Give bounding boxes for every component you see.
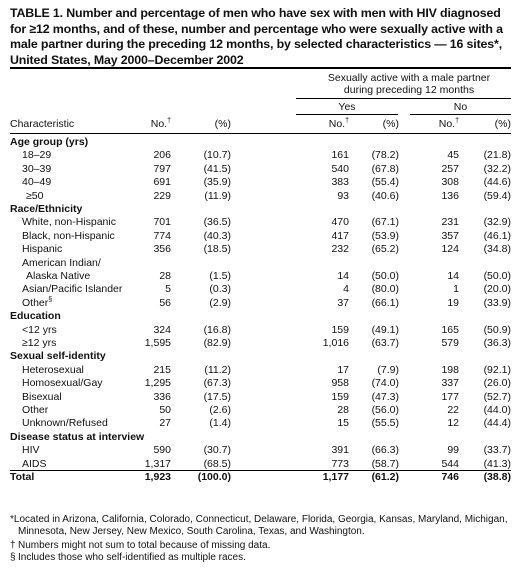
no-n-cell: 177: [441, 390, 459, 403]
yes-pct-cell: (53.9): [371, 229, 399, 242]
yes-n-cell: 470: [331, 216, 349, 229]
total-pct-cell: (82.9): [203, 337, 231, 349]
no-n-cell: 22: [447, 404, 459, 416]
yes-pct-cell: (67.8): [371, 162, 399, 175]
section-label: Education: [10, 310, 61, 323]
no-n-cell: 357: [441, 229, 459, 242]
table-row: [10, 283, 511, 296]
total-n-cell: 28: [159, 270, 171, 282]
total-pct-cell: (30.7): [203, 444, 231, 457]
yes-pct-cell: (74.0): [371, 377, 399, 390]
no-n-cell: 579: [441, 337, 459, 349]
row-label: <12 yrs: [22, 323, 57, 336]
total-pct-cell: (17.5): [203, 390, 231, 403]
total-n-cell: 229: [153, 189, 171, 202]
yes-pct-cell: (56.0): [371, 404, 399, 416]
row-label: Asian/Pacific Islander: [22, 283, 123, 296]
no-rule: [410, 114, 511, 115]
no-pct-cell: (44.4): [483, 417, 511, 430]
table-row: [10, 176, 511, 189]
no-n-cell: 746: [441, 471, 459, 483]
section-label: Sexual self-identity: [10, 350, 106, 363]
yes-pct-cell: (66.1): [371, 296, 399, 309]
yes-n-cell: 17: [337, 363, 349, 376]
total-pct-cell: (41.5): [203, 162, 231, 175]
table-row: [10, 190, 511, 203]
row-label: Bisexual: [22, 390, 62, 403]
yes-n-cell: 232: [331, 243, 349, 256]
footnote-dagger-text: Numbers might not sum to total because of missing data.: [18, 540, 271, 551]
no-pct-cell: (32.9): [483, 216, 511, 229]
row-label: American Indian/: [22, 256, 101, 269]
table-row: [10, 243, 511, 256]
no-pct-cell: (41.3): [483, 457, 511, 470]
yes-n-cell: 28: [337, 404, 349, 416]
table-row: [10, 377, 511, 390]
yes-header: Yes: [338, 101, 356, 113]
row-label: Unknown/Refused: [22, 417, 108, 430]
total-pct-cell: (11.9): [204, 189, 231, 202]
row-label: 40–49: [22, 176, 52, 189]
total-n-cell: 1,317: [144, 457, 171, 470]
footnote-section-text: Includes those who self-identified as multiple races.: [18, 552, 246, 563]
no-n-cell: 19: [447, 296, 459, 309]
total-n-cell: 206: [153, 149, 171, 162]
table-row: [10, 417, 511, 430]
row-label: Hispanic: [22, 243, 63, 256]
yes-pct-cell: (50.0): [371, 270, 399, 282]
no-n-cell: 1: [453, 283, 459, 296]
table-row: [10, 163, 511, 176]
total-n-cell: 774: [153, 229, 171, 242]
yes-pct-cell: (58.7): [371, 457, 399, 470]
table-row: [10, 458, 511, 471]
no-pct-header: (%): [494, 118, 511, 130]
table-row: [10, 391, 511, 404]
no-pct-cell: (52.7): [483, 390, 511, 403]
yes-pct-cell: (80.0): [371, 283, 399, 296]
table-row: [10, 149, 511, 162]
row-label: AIDS: [22, 457, 47, 470]
row-label: Heterosexual: [22, 363, 84, 376]
total-pct-cell: (16.8): [203, 323, 231, 336]
no-n-cell: 124: [441, 243, 459, 256]
no-n-cell: 45: [447, 149, 459, 162]
row-label: Other§: [22, 296, 53, 309]
total-pct-cell: (35.9): [203, 176, 231, 189]
total-pct-cell: (2.6): [209, 404, 231, 416]
row-label: 30–39: [22, 162, 52, 175]
yes-pct-cell: (61.2): [371, 471, 399, 483]
no-n-cell: 14: [447, 270, 459, 282]
group-header-line1: Sexually active with a male partner: [327, 72, 491, 84]
footnote-star-text: Located in Arizona, California, Colorado, Connecticut, Delaware, Florida, Georgia, Kansas, Maryland, Michigan, Minnesota, New Jersey, New Mexico, South Carolina, Texas, and Washington.: [13, 514, 508, 538]
section-label: Age group (yrs): [10, 136, 89, 148]
no-pct-cell: (38.8): [483, 471, 511, 483]
footnote-missing: [10, 540, 514, 552]
yes-n-cell: 391: [331, 444, 349, 457]
total-n-header: No.†: [150, 117, 171, 130]
table-row: [10, 444, 511, 457]
table-row: [10, 404, 511, 417]
bottom-rule: [10, 470, 511, 471]
total-n-cell: 56: [159, 296, 171, 309]
footnote-sites: [10, 514, 514, 538]
footnote-dagger-mark: †: [10, 540, 16, 551]
table-row: [10, 230, 511, 243]
total-n-cell: 27: [159, 417, 171, 430]
section-header-row: [10, 431, 511, 444]
total-n-cell: 701: [153, 216, 171, 229]
section-header-row: [10, 136, 511, 149]
yes-pct-cell: (63.7): [371, 337, 399, 349]
no-n-cell: 308: [441, 176, 459, 189]
total-pct-header: (%): [214, 118, 231, 130]
no-n-cell: 165: [441, 323, 459, 336]
no-pct-cell: (36.3): [483, 337, 511, 349]
row-label: Other: [22, 404, 49, 416]
row-label: 18–29: [22, 149, 52, 162]
no-pct-cell: (46.1): [483, 229, 511, 242]
no-n-cell: 257: [441, 162, 459, 175]
total-n-cell: 356: [153, 243, 171, 256]
no-pct-cell: (34.8): [483, 243, 511, 256]
table-row: [10, 257, 511, 270]
no-header: No: [453, 101, 468, 113]
no-pct-cell: (33.9): [483, 296, 511, 309]
no-pct-cell: (20.0): [483, 283, 511, 296]
no-pct-cell: (50.0): [483, 270, 511, 282]
total-n-cell: 215: [153, 363, 171, 376]
yes-n-cell: 417: [331, 229, 349, 242]
no-pct-cell: (59.4): [483, 189, 511, 202]
total-row: [10, 471, 511, 484]
characteristic-header: Characteristic: [10, 118, 75, 130]
yes-n-cell: 1,016: [322, 337, 349, 349]
footnote-star-mark: *: [10, 514, 14, 525]
total-pct-cell: (36.5): [203, 216, 231, 229]
yes-pct-header: (%): [382, 118, 399, 130]
no-n-cell: 198: [441, 363, 459, 376]
row-label: Alaska Native: [26, 270, 91, 282]
table-row: [10, 297, 511, 310]
table-title: TABLE 1. Number and percentage of men who have sex with men with HIV diagnosed for ≥12 months, and of these, number and percentage who were sexually active with a male partner during the preceding 12 months, by selected characteristics — 16 sites*, United States, May 2000–December 2002: [10, 6, 503, 67]
group-rule: [296, 98, 511, 99]
yes-n-cell: 1,177: [322, 471, 349, 483]
total-pct-cell: (68.5): [203, 457, 231, 470]
total-pct-cell: (2.9): [209, 296, 231, 309]
total-pct-cell: (1.5): [209, 270, 231, 282]
total-pct-cell: (1.4): [209, 417, 231, 430]
yes-n-cell: 540: [331, 162, 349, 175]
row-label: Total: [10, 471, 35, 483]
row-label: White, non-Hispanic: [22, 216, 116, 229]
total-n-cell: 1,595: [144, 337, 171, 349]
yes-pct-cell: (55.4): [371, 176, 399, 189]
table-row: [10, 337, 511, 350]
footnote-races: [10, 552, 514, 564]
column-header-row: [10, 118, 511, 131]
row-label: ≥12 yrs: [22, 337, 57, 349]
total-n-cell: 5: [165, 283, 171, 296]
yes-n-cell: 159: [331, 323, 349, 336]
no-pct-cell: (50.9): [483, 323, 511, 336]
total-n-cell: 691: [153, 176, 171, 189]
row-label: Black, non-Hispanic: [22, 229, 115, 242]
yes-pct-cell: (7.9): [377, 363, 399, 376]
total-pct-cell: (11.2): [204, 363, 231, 376]
no-pct-cell: (32.2): [483, 162, 511, 175]
yes-pct-cell: (65.2): [371, 243, 399, 256]
total-n-cell: 324: [153, 323, 171, 336]
group-header-line2: during preceding 12 months: [343, 84, 475, 96]
section-label: Race/Ethnicity: [10, 203, 83, 215]
table-row: [10, 270, 511, 283]
no-pct-cell: (26.0): [483, 377, 511, 390]
no-n-cell: 231: [441, 216, 459, 229]
yes-n-cell: 4: [343, 283, 349, 296]
yes-rule: [296, 114, 398, 115]
row-label: Homosexual/Gay: [22, 377, 103, 390]
total-pct-cell: (100.0): [197, 471, 231, 483]
row-label: ≥50: [26, 189, 44, 202]
yes-pct-cell: (67.1): [371, 216, 399, 229]
yes-pct-cell: (78.2): [371, 149, 399, 162]
yes-n-cell: 15: [337, 417, 349, 430]
yes-pct-cell: (49.1): [371, 323, 399, 336]
no-pct-cell: (92.1): [483, 363, 511, 376]
yes-pct-cell: (47.3): [371, 390, 399, 403]
top-rule: [10, 67, 511, 69]
total-n-cell: 590: [153, 444, 171, 457]
table-row: [10, 324, 511, 337]
total-n-cell: 1,295: [144, 377, 171, 390]
yes-n-cell: 161: [331, 149, 349, 162]
section-header-row: [10, 350, 511, 363]
header-rule: [10, 133, 511, 134]
section-label: Disease status at interview: [10, 430, 145, 443]
no-n-header: No.†: [438, 117, 459, 130]
section-header-row: [10, 310, 511, 323]
total-pct-cell: (40.3): [203, 229, 231, 242]
total-n-cell: 1,923: [144, 471, 171, 483]
total-pct-cell: (10.7): [203, 149, 231, 162]
no-pct-cell: (21.8): [483, 149, 511, 162]
yes-n-cell: 383: [331, 176, 349, 189]
yes-n-header: No.†: [328, 117, 349, 130]
total-n-cell: 797: [153, 162, 171, 175]
no-n-cell: 136: [441, 189, 459, 202]
section-header-row: [10, 203, 511, 216]
yes-pct-cell: (55.5): [371, 417, 399, 430]
total-pct-cell: (67.3): [203, 377, 231, 390]
row-label: HIV: [22, 444, 40, 457]
no-n-cell: 99: [447, 444, 459, 457]
total-pct-cell: (0.3): [209, 283, 231, 296]
yes-pct-cell: (40.6): [371, 189, 399, 202]
yes-n-cell: 93: [337, 189, 349, 202]
yes-n-cell: 958: [331, 377, 349, 390]
yes-n-cell: 773: [331, 457, 349, 470]
no-pct-cell: (44.6): [483, 176, 511, 189]
no-pct-cell: (44.0): [483, 404, 511, 416]
no-n-cell: 337: [441, 377, 459, 390]
total-n-cell: 336: [153, 390, 171, 403]
footnote-section-mark: §: [10, 552, 16, 563]
yes-n-cell: 37: [337, 296, 349, 309]
yes-pct-cell: (66.3): [371, 444, 399, 457]
no-pct-cell: (33.7): [483, 444, 511, 457]
table-row: [10, 364, 511, 377]
yes-n-cell: 14: [337, 270, 349, 282]
no-n-cell: 12: [447, 417, 459, 430]
no-n-cell: 544: [441, 457, 459, 470]
yes-n-cell: 159: [331, 390, 349, 403]
total-pct-cell: (18.5): [203, 243, 231, 256]
table-row: [10, 216, 511, 229]
total-n-cell: 50: [159, 404, 171, 416]
